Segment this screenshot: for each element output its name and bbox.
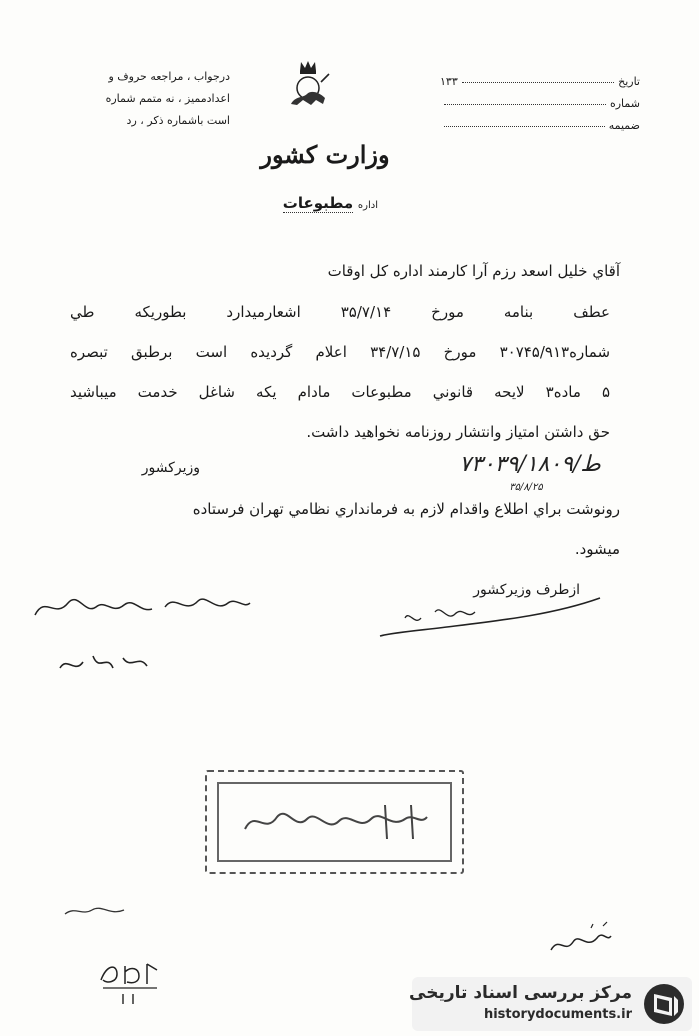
watermark-url: historydocuments.ir <box>483 1007 632 1022</box>
bottom-left-scribble-icon <box>60 900 130 920</box>
header-left-line-2: اعدادمميز ، نه متمم شماره <box>105 92 230 105</box>
for-minister-line: ازطرف وزيركشور <box>473 582 580 598</box>
office-stamp-inner <box>217 782 452 862</box>
bottom-right-scribble-icon <box>545 920 615 960</box>
copy-note-line-2: ميشود. <box>574 540 620 558</box>
handwritten-reference-number: ۷۳۰۳۹/ط/۱۸۰۹ <box>459 452 601 477</box>
header-left-note <box>80 66 230 132</box>
attachment-label: ضميمه <box>608 119 640 132</box>
signer-title: وزيركشور <box>141 460 200 476</box>
header-left-line-1: درجواب ، مراجعه حروف و <box>108 70 230 83</box>
date-dots <box>462 81 614 83</box>
ministry-title: وزارت كشور <box>260 140 390 169</box>
watermark-title: مرکز بررسی اسناد تاریخی <box>409 983 632 1003</box>
copy-note-line-1: رونوشت براي اطلاع واقدام لازم به فرمانداري نظامي تهران فرستاده <box>192 500 620 518</box>
stamp-script-icon <box>235 797 435 847</box>
attachment-row <box>440 110 640 132</box>
margin-handwritten-note-icon <box>30 585 255 625</box>
addressee-line: آقاي خليل اسعد رزم آرا كارمند اداره كل اوقات <box>327 262 620 280</box>
body-line-1: عطف بنامه مورخ ۳۵/۷/۱۴ اشعارميدارد بطوريكه طي <box>70 303 610 321</box>
header-left-line-3: است باشماره ذكر ، رد <box>126 114 230 127</box>
office-label: اداره <box>357 200 378 211</box>
body-line-4: حق داشتن امتياز وانتشار روزنامه نخواهيد داشت. <box>306 423 610 441</box>
body-line-2: شماره۳۰۷۴۵/۹۱۳ مورخ ۳۴/۷/۱۵ اعلام گرديده است برطبق تبصره <box>70 343 611 361</box>
attachment-dots <box>444 125 605 127</box>
handwritten-reference-date: ۳۵/۸/۲۵ <box>509 482 543 493</box>
header-right-fields <box>440 66 640 132</box>
date-label: تاريخ <box>618 75 640 88</box>
number-dots <box>444 103 606 105</box>
date-row <box>440 66 640 88</box>
office-name: مطبوعات <box>282 194 354 212</box>
handwritten-signature-icon <box>375 592 605 642</box>
body-line-3: ۵ ماده۳ لايحه قانوني مطبوعات مادام يكه شاغل خدمت ميباشيد <box>70 383 610 401</box>
office-stamp <box>205 770 464 874</box>
margin-handwritten-date-icon <box>55 648 160 678</box>
lion-and-sun-emblem-icon <box>283 58 333 110</box>
archive-logo-icon <box>642 982 686 1026</box>
number-row <box>440 88 640 110</box>
bottom-left-number-icon <box>95 958 165 1008</box>
number-label: شماره <box>609 97 640 110</box>
date-value: ۱۳۳ <box>440 75 458 88</box>
office-line <box>258 194 378 212</box>
archive-watermark <box>409 977 692 1031</box>
